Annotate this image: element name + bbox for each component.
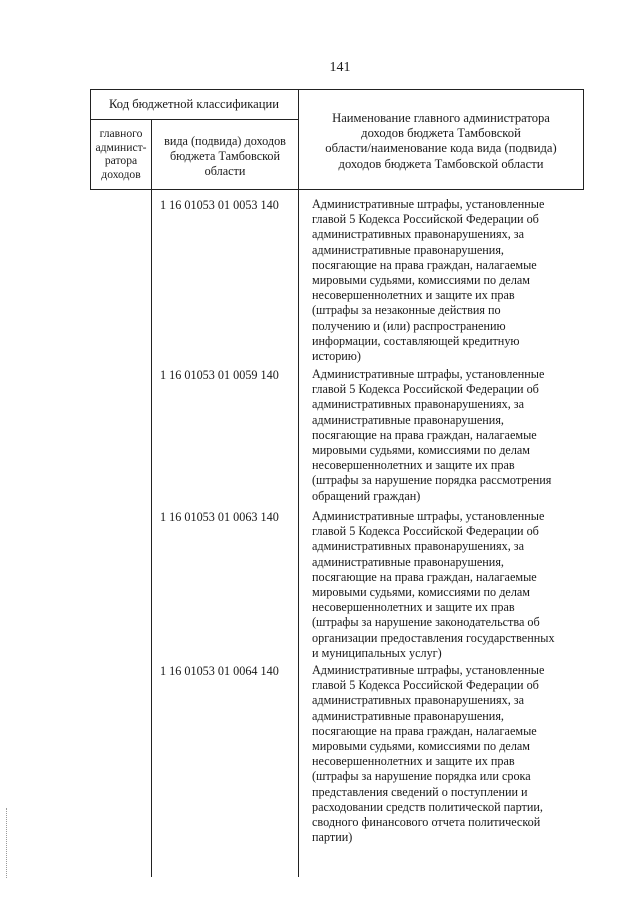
- admin-column-header: главного админист- ратора доходов: [95, 127, 147, 181]
- row-code: 1 16 01053 01 0053 140: [160, 198, 279, 212]
- classification-title: Код бюджетной классификации: [109, 97, 279, 111]
- row-description: Административные штрафы, установленные главой 5 Кодекса Российской Федерации об административных правонарушениях, за административные правонарушения, посягающие на права граждан, налагаемые мировыми судьями, комиссиями по делам несовершеннолетних и защите их прав (штрафы за нарушение порядка рассмотрения обращений граждан): [312, 367, 552, 503]
- table-right-border: [583, 89, 584, 190]
- row-code: 1 16 01053 01 0059 140: [160, 368, 279, 382]
- body-left-border: [151, 190, 152, 877]
- row-code: 1 16 01053 01 0064 140: [160, 664, 279, 678]
- table-top-border: [90, 89, 583, 90]
- income-type-column-header: вида (подвида) доходов бюджета Тамбовской области: [164, 134, 286, 179]
- row-code: 1 16 01053 01 0063 140: [160, 510, 279, 524]
- name-column-header: Наименование главного администратора доходов бюджета Тамбовской области/наименование кода вида (подвида) доходов бюджета Тамбовской области: [325, 111, 557, 171]
- page-number: 141: [329, 60, 351, 75]
- row-description: Административные штрафы, установленные главой 5 Кодекса Российской Федерации об административных правонарушениях, за административные правонарушения, посягающие на права граждан, налагаемые мировыми судьями, комиссиями по делам несовершеннолетних и защите их прав (штрафы за нарушение законодательства об организации предоставления государственных и муниципальных услуг): [312, 509, 555, 660]
- row-description: Административные штрафы, установленные главой 5 Кодекса Российской Федерации об административных правонарушениях, за административные правонарушения, посягающие на права граждан, налагаемые мировыми судьями, комиссиями по делам несовершеннолетних и защите их прав (штрафы за нарушение порядка или срока представления сведений о поступлении и расходовании средств политической партии, сводного финансового отчета политической партии): [312, 663, 545, 845]
- row-description: Административные штрафы, установленные главой 5 Кодекса Российской Федерации об административных правонарушениях, за административные правонарушения, посягающие на права граждан, налагаемые мировыми судьями, комиссиями по делам несовершеннолетних и защите их прав (штрафы за незаконные действия по получению и (или) распространению информации, составляющей кредитную историю): [312, 197, 545, 364]
- header-bottom-border: [90, 189, 583, 190]
- scan-margin-marks: [6, 808, 8, 878]
- classification-title-underline: [90, 119, 298, 120]
